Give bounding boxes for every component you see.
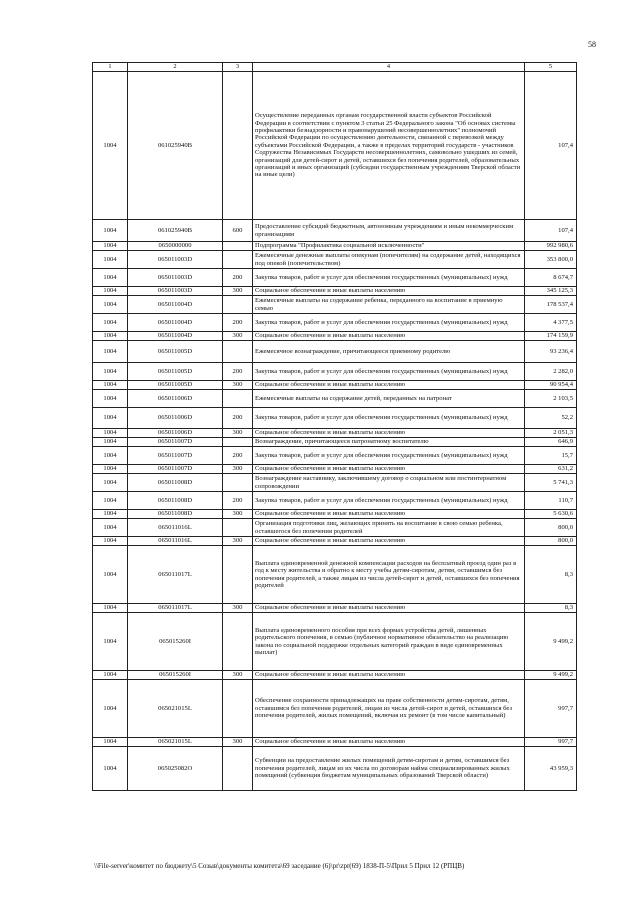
cell-c5: 353 800,0 [525,251,577,269]
cell-c1: 1004 [93,492,128,510]
cell-c4: Ежемесячные выплаты на содержание ребенка, переданного на воспитание в приемную семью [253,296,525,314]
cell-c5: 107,4 [525,220,577,242]
cell-c3: 200 [223,269,253,287]
cell-c1: 1004 [93,546,128,604]
table-body [93,72,577,791]
cell-c5: 992 980,6 [525,242,577,251]
cell-c4: Выплата единовременной денежной компенсации расходов на бесплатный проезд один раз в год к месту жительства и обратно к месту учебы детям-сиротам, детям, оставшимся без попечения родителей, а также лицам из числа детей-сирот и детей, оставшихся без попечения родителей [253,546,525,604]
cell-c5: 8 674,7 [525,269,577,287]
cell-c5: 90 954,4 [525,381,577,390]
table-row [93,604,577,613]
cell-c4: Ежемесячное вознаграждение, причитающееся приемному родителю [253,341,525,363]
table-row [93,242,577,251]
cell-c5: 8,3 [525,546,577,604]
cell-c4: Обеспечение сохранности принадлежащих на праве собственности детям-сиротам, детям, оставшимся без попечения родителей, лицам из числа детей-сирот и детей, оставшихся без попечения родителей, жилых помещений, включая их ремонт (в том числе капитальный) [253,680,525,738]
cell-c1: 1004 [93,613,128,671]
budget-table [92,62,577,791]
cell-c2: 065015260I [128,613,223,671]
cell-c4: Ежемесячные денежные выплаты опекунам (попечителям) на содержание детей, находящихся под опекой (попечительством) [253,251,525,269]
cell-c2: 065011007D [128,465,223,474]
cell-c5: 107,4 [525,72,577,220]
cell-c5: 8,3 [525,604,577,613]
cell-c1: 1004 [93,269,128,287]
table-row [93,738,577,747]
cell-c4: Вознаграждение, причитающееся патронатному воспитателю [253,438,525,447]
table-row [93,296,577,314]
cell-c4: Социальное обеспечение и иные выплаты населению [253,537,525,546]
cell-c5: 15,7 [525,447,577,465]
cell-c3 [223,546,253,604]
cell-c3: 300 [223,287,253,296]
cell-c2: 061025940В [128,72,223,220]
cell-c5: 93 236,4 [525,341,577,363]
cell-c5: 997,7 [525,680,577,738]
cell-c1: 1004 [93,296,128,314]
cell-c2: 065021015L [128,680,223,738]
cell-c1: 1004 [93,363,128,381]
header-col-2: 2 [128,63,223,72]
cell-c1: 1004 [93,390,128,408]
table-row [93,519,577,537]
table-row [93,269,577,287]
cell-c2: 065011004D [128,296,223,314]
cell-c5: 174 159,9 [525,332,577,341]
cell-c3 [223,680,253,738]
cell-c2: 065011008D [128,492,223,510]
cell-c1: 1004 [93,510,128,519]
cell-c5: 43 959,3 [525,747,577,791]
cell-c3: 300 [223,537,253,546]
cell-c1: 1004 [93,408,128,429]
cell-c4: Социальное обеспечение и иные выплаты населению [253,738,525,747]
cell-c5: 5 741,3 [525,474,577,492]
cell-c3: 200 [223,363,253,381]
cell-c2: 0650000000 [128,242,223,251]
cell-c3: 200 [223,314,253,332]
file-path-footer: \\File-server\комитет по бюджету\5 Созыв\документы комитета\69 заседание (6)\pr\zpr(69) 1838-П-5\Прил 5 Прил 12 (РПЦВ) [94,862,465,870]
cell-c3: 300 [223,671,253,680]
cell-c3: 300 [223,510,253,519]
cell-c4: Социальное обеспечение и иные выплаты населению [253,465,525,474]
cell-c5: 997,7 [525,738,577,747]
cell-c2: 065011005D [128,341,223,363]
cell-c1: 1004 [93,465,128,474]
cell-c3: 300 [223,429,253,438]
cell-c4: Закупка товаров, работ и услуг для обеспечения государственных (муниципальных) нужд [253,269,525,287]
cell-c1: 1004 [93,738,128,747]
cell-c2: 065011007D [128,447,223,465]
cell-c3 [223,613,253,671]
cell-c4: Закупка товаров, работ и услуг для обеспечения государственных (муниципальных) нужд [253,447,525,465]
table-row [93,220,577,242]
cell-c5: 52,2 [525,408,577,429]
cell-c4: Закупка товаров, работ и услуг для обеспечения государственных (муниципальных) нужд [253,363,525,381]
cell-c1: 1004 [93,438,128,447]
cell-c5: 178 537,4 [525,296,577,314]
cell-c1: 1004 [93,332,128,341]
cell-c3 [223,341,253,363]
cell-c3 [223,519,253,537]
cell-c2: 065021015L [128,738,223,747]
cell-c3 [223,747,253,791]
cell-c2: 065011003D [128,287,223,296]
cell-c5: 4 377,5 [525,314,577,332]
cell-c1: 1004 [93,747,128,791]
table-row [93,680,577,738]
cell-c1: 1004 [93,604,128,613]
cell-c1: 1004 [93,447,128,465]
cell-c3: 300 [223,465,253,474]
cell-c1: 1004 [93,314,128,332]
cell-c1: 1004 [93,474,128,492]
cell-c5: 5 630,6 [525,510,577,519]
cell-c3 [223,438,253,447]
cell-c4: Предоставление субсидий бюджетным, автономным учреждениям и иным некоммерческим организациям [253,220,525,242]
table-header-row [93,63,577,72]
cell-c4: Социальное обеспечение и иные выплаты населению [253,671,525,680]
cell-c4: Социальное обеспечение и иные выплаты населению [253,332,525,341]
page-number: 58 [588,40,596,49]
cell-c4: Осуществление переданных органам государственной власти субъектов Российской Федерации в соответствии с пунктом 3 статьи 25 Федерального закона "Об основах системы профилактики безнадзорности и правонарушений несовершеннолетних" полномочий Российской Федерации по осуществлению деятельности, связанной с перевозкой между субъектами Российской Федерации, а также в пределах территорий государств - участников Содружества Независимых Государств несовершеннолетних, самовольно ушедших из семей, организаций для детей-сирот и детей, оставшихся без попечения родителей, образовательных организаций и иных организаций (субсидии государственным учреждениям Тверской области на иные цели) [253,72,525,220]
cell-c4: Социальное обеспечение и иные выплаты населению [253,604,525,613]
cell-c3 [223,390,253,408]
table-row [93,613,577,671]
cell-c1: 1004 [93,72,128,220]
cell-c5: 345 125,3 [525,287,577,296]
cell-c3: 600 [223,220,253,242]
table-row [93,492,577,510]
table-row [93,537,577,546]
table-row [93,408,577,429]
cell-c3: 200 [223,447,253,465]
cell-c2: 065011007D [128,438,223,447]
table-row [93,332,577,341]
cell-c2: 065011005D [128,363,223,381]
table-row [93,287,577,296]
cell-c4: Закупка товаров, работ и услуг для обеспечения государственных (муниципальных) нужд [253,408,525,429]
table-row [93,390,577,408]
cell-c4: Закупка товаров, работ и услуг для обеспечения государственных (муниципальных) нужд [253,314,525,332]
cell-c2: 065011005D [128,381,223,390]
cell-c4: Вознаграждение наставнику, заключившему договор о социальном или постинтернатном сопровождении [253,474,525,492]
cell-c4: Выплата единовременного пособия при всех формах устройства детей, лишенных родительского попечения, в семью (публичное нормативное обязательство на реализацию закона по социальной поддержке отдельных категорий граждан в виде единовременных выплат) [253,613,525,671]
cell-c5: 2 051,3 [525,429,577,438]
cell-c1: 1004 [93,671,128,680]
cell-c3 [223,251,253,269]
cell-c1: 1004 [93,519,128,537]
cell-c2: 065025082O [128,747,223,791]
cell-c1: 1004 [93,680,128,738]
cell-c2: 065011017L [128,604,223,613]
cell-c1: 1004 [93,287,128,296]
table-row [93,510,577,519]
table-row [93,429,577,438]
cell-c5: 9 499,2 [525,613,577,671]
cell-c1: 1004 [93,429,128,438]
cell-c1: 1004 [93,381,128,390]
header-col-3: 3 [223,63,253,72]
cell-c5: 9 499,2 [525,671,577,680]
cell-c4: Социальное обеспечение и иные выплаты населению [253,510,525,519]
table-row [93,363,577,381]
table-row [93,747,577,791]
cell-c2: 065011006D [128,390,223,408]
cell-c5: 646,9 [525,438,577,447]
table-row [93,438,577,447]
cell-c4: Социальное обеспечение и иные выплаты населению [253,381,525,390]
cell-c2: 065011016L [128,537,223,546]
cell-c2: 061025940В [128,220,223,242]
cell-c2: 065011016L [128,519,223,537]
cell-c3: 200 [223,492,253,510]
table-row [93,251,577,269]
cell-c3: 300 [223,381,253,390]
cell-c1: 1004 [93,341,128,363]
cell-c4: Социальное обеспечение и иные выплаты населению [253,287,525,296]
cell-c4: Социальное обеспечение и иные выплаты населению [253,429,525,438]
cell-c5: 110,7 [525,492,577,510]
cell-c4: Подпрограмма "Профилактика социальной исключенности" [253,242,525,251]
cell-c1: 1004 [93,537,128,546]
cell-c1: 1004 [93,242,128,251]
cell-c5: 631,2 [525,465,577,474]
table-row [93,465,577,474]
cell-c5: 800,0 [525,519,577,537]
table-row [93,341,577,363]
table-row [93,314,577,332]
cell-c3: 200 [223,408,253,429]
cell-c3 [223,296,253,314]
table-row [93,72,577,220]
cell-c3: 300 [223,332,253,341]
cell-c3 [223,242,253,251]
table-row [93,671,577,680]
cell-c2: 065011006D [128,408,223,429]
header-col-5: 5 [525,63,577,72]
table-row [93,381,577,390]
cell-c3: 300 [223,604,253,613]
table-row [93,546,577,604]
cell-c4: Субвенции на предоставление жилых помещений детям-сиротам и детям, оставшимся без попечения родителей, лицам из их числа по договорам найма специализированных жилых помещений (субвенция бюджетам муниципальных образований Тверской области) [253,747,525,791]
cell-c2: 065011004D [128,314,223,332]
cell-c2: 065011003D [128,269,223,287]
cell-c2: 065011017L [128,546,223,604]
cell-c2: 065011003D [128,251,223,269]
cell-c2: 065011004D [128,332,223,341]
table-row [93,447,577,465]
cell-c2: 065015260I [128,671,223,680]
cell-c4: Закупка товаров, работ и услуг для обеспечения государственных (муниципальных) нужд [253,492,525,510]
cell-c3 [223,72,253,220]
table-row [93,474,577,492]
cell-c2: 065011006D [128,429,223,438]
cell-c5: 2 282,0 [525,363,577,381]
cell-c4: Организация подготовки лиц, желающих принять на воспитание в свою семью ребенка, оставшегося без попечения родителей [253,519,525,537]
cell-c5: 800,0 [525,537,577,546]
cell-c2: 065011008D [128,510,223,519]
header-col-4: 4 [253,63,525,72]
cell-c5: 2 103,5 [525,390,577,408]
cell-c2: 065011008D [128,474,223,492]
cell-c1: 1004 [93,251,128,269]
cell-c1: 1004 [93,220,128,242]
cell-c4: Ежемесячные выплаты на содержание детей, переданных на патронат [253,390,525,408]
cell-c3: 300 [223,738,253,747]
cell-c3 [223,474,253,492]
header-col-1: 1 [93,63,128,72]
